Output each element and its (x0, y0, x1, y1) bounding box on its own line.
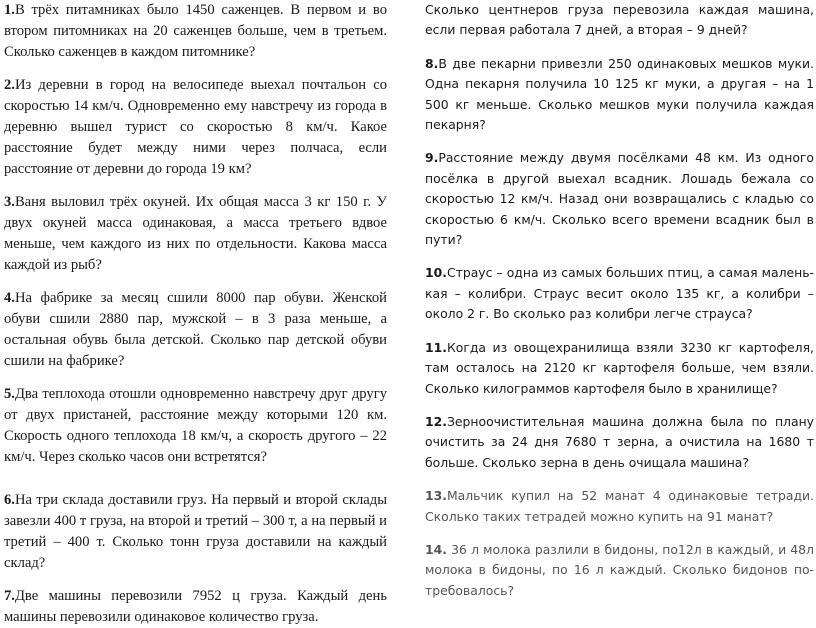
problem-text: Зерноочистительная машина должна была по плану очистить за 24 дня 7680 т зерна, а очистила на 1680 т больше. Сколько зерна в день очищала машина? (425, 413, 814, 470)
problem-text: Из деревни в город на велосипеде выехал почтальон со скоростью 14 км/ч. Одновременно ему навстречу из города в деревню вышел турист со скоростью 8 км/ч. Какое расстояние будет между ними через полчаса, если расстояние от деревни до города 19 км? (4, 77, 387, 177)
problem-text: Мальчик купил на 52 манат 4 одинаковые тетради. Сколько таких тетрадей можно купить на 91 манат? (425, 488, 814, 524)
problem-11 (425, 338, 814, 399)
problem-text: Расстояние между двумя посёлками 48 км. Из одного посёлка в другой выехал всадник. Лошадь бежала со скоростью 12 км/ч. Назад они возвращались с кладью со скоростью 6 км/ч. Сколько всего времени всадник был в пути? (425, 150, 814, 248)
problem-number: 10. (425, 265, 447, 281)
problem-text: Ваня выловил трёх окуней. Их общая масса 3 кг 150 г. У двух окуней масса одинаковая, а масса третьего вдвое меньше, чем каждого из них по отдельности. Какова масса каждой из рыб? (4, 194, 387, 273)
problem-number: 7. (4, 588, 15, 604)
problem-9 (425, 148, 814, 250)
problem-number: 3. (4, 194, 15, 210)
problem-7 (4, 586, 387, 628)
problem-8 (425, 54, 814, 136)
problem-text: Два теплохода отошли одновременно навстречу друг другу от двух пристаней, расстояние между которыми 120 км. Скорость одного теплохода 18 км/ч, а скорость другого – 22 км/ч. Через сколько часов они встретятся? (4, 386, 387, 465)
problem-1 (4, 0, 387, 63)
problem-number: 9. (425, 150, 439, 166)
problem-number: 2. (4, 77, 15, 93)
problem-3 (4, 192, 387, 276)
problem-number: 13. (425, 488, 447, 504)
problem-text: В трёх питамниках было 1450 саженцев. В первом и во втором питомниках на 20 саженцев больше, чем в третьем. Сколько саженцев в каждом питомнике? (4, 2, 387, 60)
problem-text: В две пекарни привезли 250 одинаковых мешков муки. Одна пекарня получила 10 125 кг муки, а другая – на 1 500 кг меньше. Сколько мешков муки получила каждая пекарня? (425, 55, 814, 133)
problem-text: Страус – одна из самых больших птиц, а самая малень-кая – колибри. Страус весит около 135 кг, а колибри – около 2 г. Во сколько раз колибри легче страуса? (425, 265, 814, 322)
problem-5 (4, 384, 387, 468)
problem-10 (425, 263, 814, 324)
problem-number: 11. (425, 339, 447, 355)
problem-number: 8. (425, 55, 439, 71)
problem-number: 4. (4, 290, 15, 306)
problem-4 (4, 288, 387, 372)
right-column (425, 0, 814, 601)
problem-number: 1. (4, 2, 15, 18)
problem-2 (4, 75, 387, 180)
problem-number: 5. (4, 386, 15, 402)
problem-12 (425, 412, 814, 473)
problem-number: 12. (425, 413, 447, 429)
problem-text: Сколько центнеров груза перевозила каждая машина, если первая работала 7 дней, а вторая – 9 дней? (425, 2, 814, 38)
problem-text: 36 л молока разлили в бидоны, по12л в каждый, и 48л молока в бидоны, по 16 л каждый. Сколько бидонов по-требовалось? (425, 541, 814, 598)
problem-13 (425, 486, 814, 527)
problem-6 (4, 490, 387, 574)
problem-number: 6. (4, 492, 15, 508)
problem-text: Две машины перевозили 7952 ц груза. Каждый день машины перевозили одинаковое количество груза. (4, 588, 387, 625)
problem-text: На фабрике за месяц сшили 8000 пар обуви. Женской обуви сшили 2880 пар, мужской – в 3 раза меньше, а остальная обувь была детской. Сколько пар детской обуви сшили на фабрике? (4, 290, 387, 369)
left-column (4, 0, 387, 628)
problem-text: На три склада доставили груз. На первый и второй склады завезли 400 т груза, на второй и третий – 300 т, а на первый и третий – 400 т. Сколько тонн груза доставили на каждый склад? (4, 492, 387, 571)
problem-text: Когда из овощехранилища взяли 3230 кг картофеля, там осталось на 2120 кг картофеля больше, чем взяли. Сколько килограммов картофеля было в хранилище? (425, 339, 814, 396)
problem-number: 14. (425, 541, 447, 557)
problem-14 (425, 540, 814, 601)
problem-7-continued (425, 0, 814, 41)
